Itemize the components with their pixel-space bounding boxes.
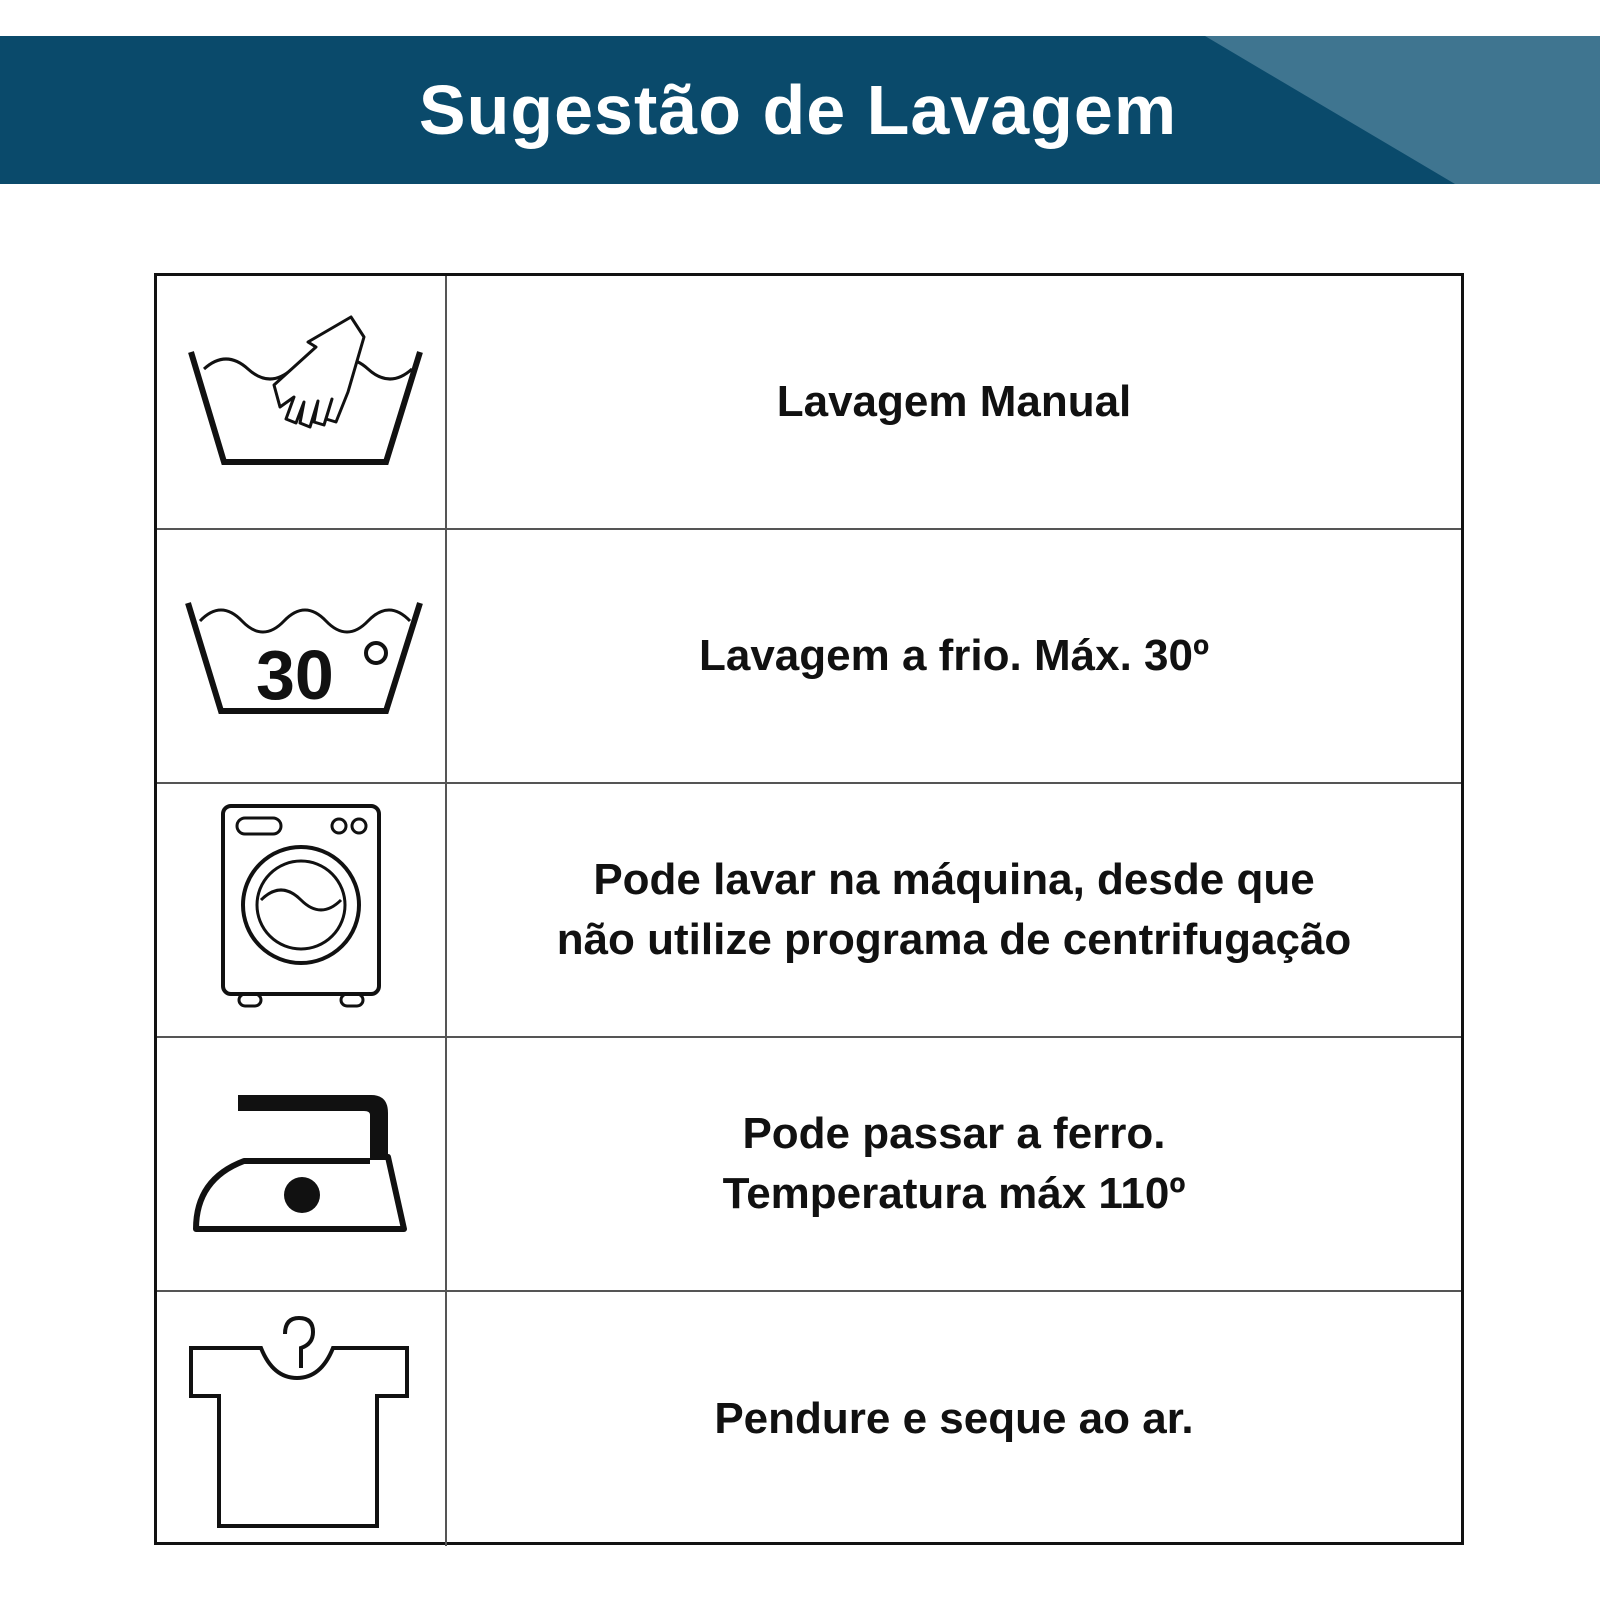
instruction-line: Pode passar a ferro.	[742, 1109, 1166, 1158]
table-row	[157, 1038, 1461, 1292]
instruction-line: Lavagem a frio. Máx. 30º	[698, 631, 1210, 680]
icon-cell	[157, 1292, 447, 1546]
iron-icon	[186, 1089, 416, 1239]
instruction-text	[447, 530, 1461, 782]
washing-machine-icon	[211, 800, 391, 1020]
instruction-line: Lavagem Manual	[776, 377, 1132, 426]
instruction-text	[447, 276, 1461, 528]
page-title: Sugestão de Lavagem	[418, 71, 1178, 149]
instruction-line: Pode lavar na máquina, desde que	[593, 855, 1315, 904]
icon-cell	[157, 784, 447, 1036]
instruction-line: Temperatura máx 110º	[722, 1169, 1186, 1218]
header-banner	[0, 36, 1600, 184]
table-row	[157, 784, 1461, 1038]
hang-dry-icon	[181, 1304, 421, 1534]
instruction-text	[447, 1292, 1461, 1546]
instruction-text	[447, 784, 1461, 1036]
table-row	[157, 276, 1461, 530]
table-row	[157, 1292, 1461, 1546]
instruction-text	[447, 1038, 1461, 1290]
care-instructions-table	[154, 273, 1464, 1545]
wash-30-icon	[176, 591, 426, 721]
instruction-line: não utilize programa de centrifugação	[556, 915, 1352, 964]
svg-text:30: 30	[256, 636, 334, 714]
instruction-line: Pendure e seque ao ar.	[714, 1394, 1194, 1443]
icon-cell	[157, 276, 447, 528]
icon-cell	[157, 530, 447, 782]
hand-wash-icon	[176, 307, 426, 497]
icon-cell	[157, 1038, 447, 1290]
table-row	[157, 530, 1461, 784]
